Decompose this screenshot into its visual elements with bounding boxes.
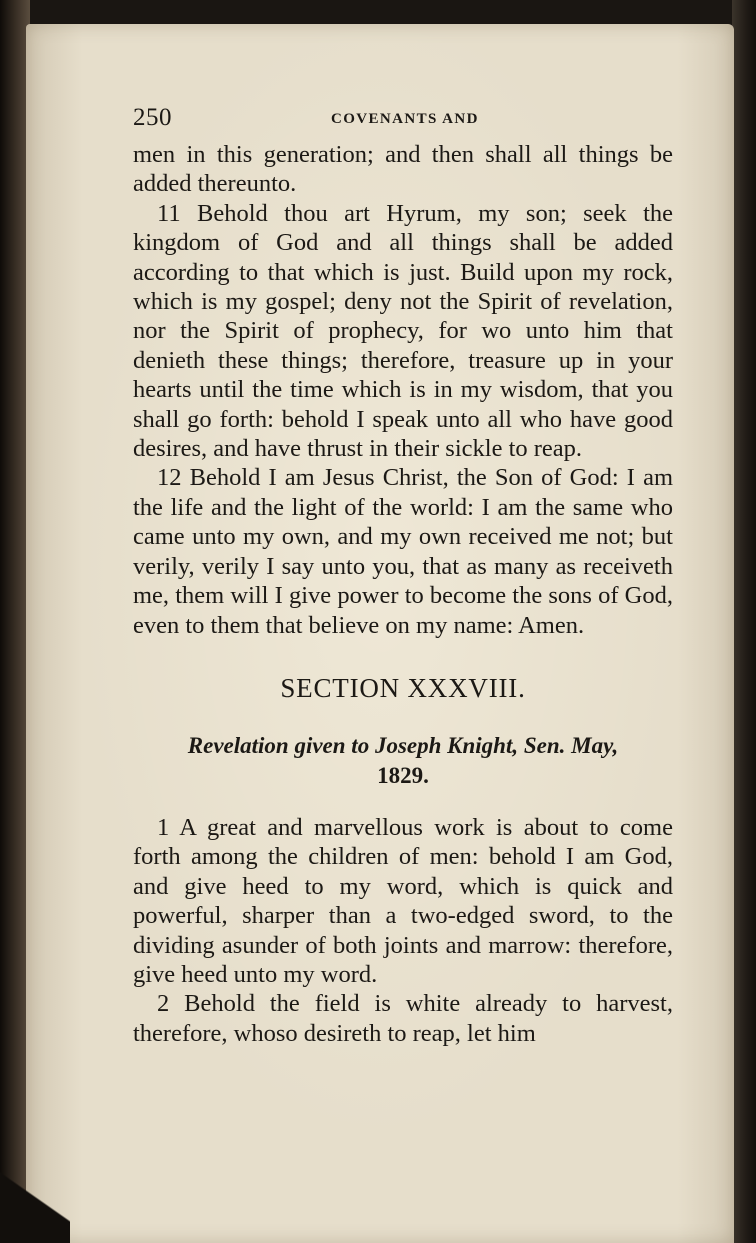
verse-11: 11 Behold thou art Hyrum, my son; seek the kingdom of God and all things shall be added according to that which is just. Build upon my rock, which is my gospel; deny not the Spirit of revelation, nor the Spirit of prophecy, for wo unto him that denieth these things; therefore, treasure up in your hearts until the time which is in my wisdom, that you shall go forth: behold I speak unto all who have good desires, and have thrust in their sickle to reap. (133, 199, 673, 463)
revelation-caption (133, 731, 673, 791)
body-text (133, 140, 673, 640)
book-page (26, 24, 734, 1243)
section-spacer (133, 791, 673, 813)
running-head (133, 100, 673, 140)
caption-year: 1829. (377, 762, 429, 788)
verse-2: 2 Behold the field is white already to harvest, therefore, whoso desireth to reap, let him (133, 990, 673, 1047)
caption-text: Revelation given to Joseph Knight, Sen. May, (187, 732, 619, 758)
section-heading: SECTION XXXVIII. (280, 672, 526, 703)
corner-shadow (0, 1093, 70, 1243)
section-body-text (133, 813, 673, 1048)
page-edge (732, 0, 756, 1243)
verse-1: 1 A great and marvellous work is about to come forth among the children of men: behold I am God, and give heed to my word, which is quick and powerful, sharper than a two-edged sword, to the dividing asunder of both joints and marrow: therefore, give heed unto my word. (133, 813, 673, 988)
verse-12: 12 Behold I am Jesus Christ, the Son of God: I am the life and the light of the world: I am the same who came unto my own, and my own received me not; but verily, verily I say unto you, that as many as receiveth me, them will I give power to become the sons of God, even to them that believe on my name: Amen. (133, 464, 673, 639)
page-content (133, 100, 673, 1048)
continuation-paragraph: men in this generation; and then shall all things be added thereunto. (133, 141, 673, 198)
running-title: COVENANTS AND (331, 111, 479, 127)
page-number: 250 (133, 104, 172, 131)
